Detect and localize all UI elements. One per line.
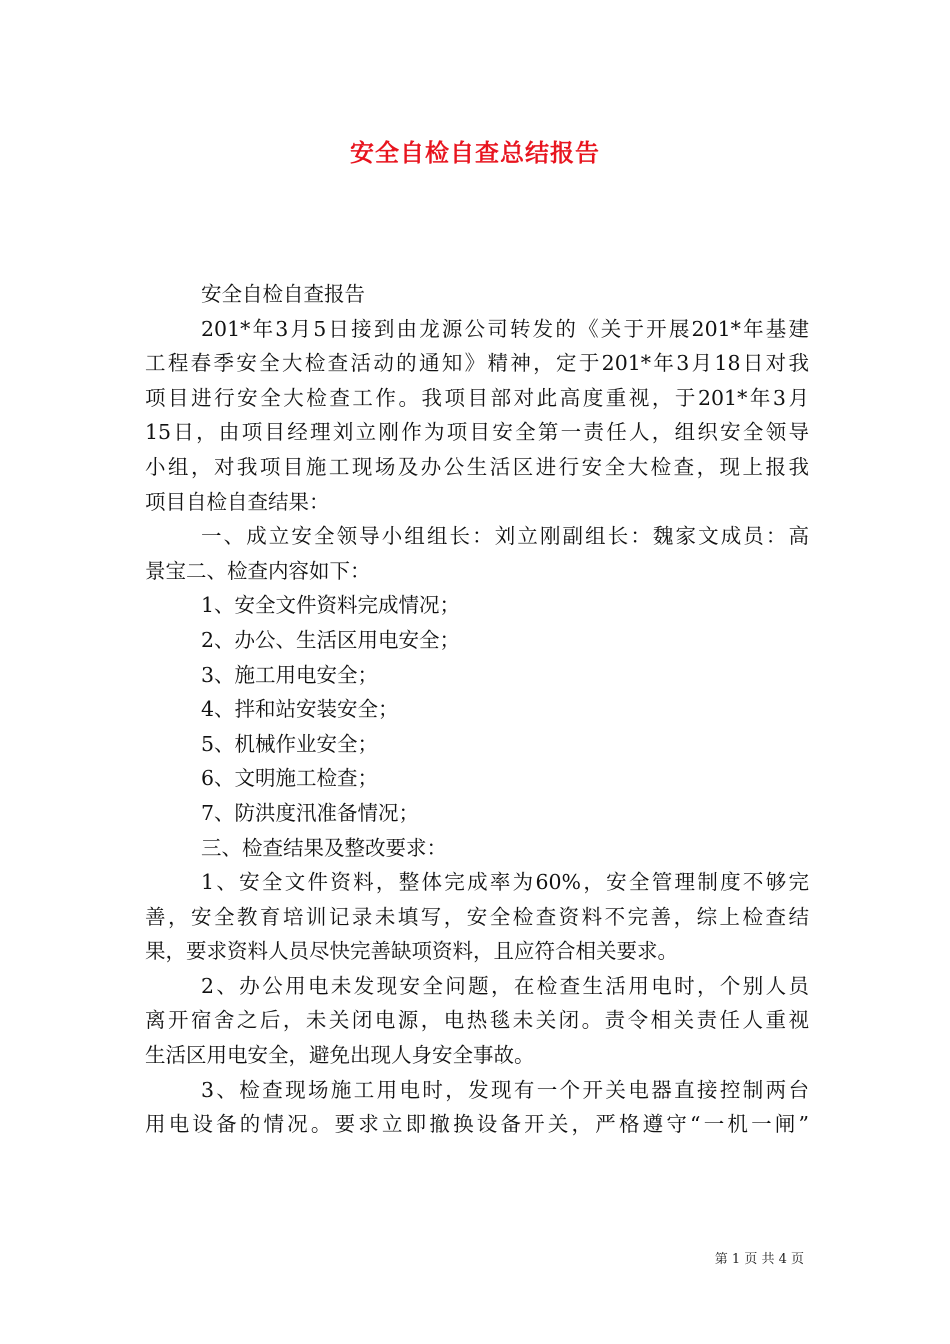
body-line: 三、检查结果及整改要求：: [201, 835, 447, 860]
body-line: 15日，由项目经理刘立刚作为项目安全第一责任人，组织安全领导: [145, 420, 809, 445]
body-line: 工程春季安全大检查活动的通知》精神，定于201*年3月18日对我: [145, 351, 809, 376]
body-line: 小组，对我项目施工现场及办公生活区进行安全大检查，现上报我: [145, 454, 809, 479]
document-body: [145, 277, 809, 1142]
body-line: 离开宿舍之后，未关闭电源，电热毯未关闭。责令相关责任人重视: [145, 1008, 809, 1033]
body-line: 201*年3月5日接到由龙源公司转发的《关于开展201*年基建: [201, 316, 809, 341]
body-line: 项目进行安全大检查工作。我项目部对此高度重视，于201*年3月: [145, 385, 809, 410]
page-number: 第 1 页 共 4 页: [714, 1252, 804, 1267]
body-line: 1、安全文件资料完成情况；: [201, 593, 461, 618]
body-line: 一、成立安全领导小组组长：刘立刚副组长：魏家文成员：高: [201, 524, 809, 549]
body-line: 安全自检自查报告: [201, 282, 365, 306]
body-line: 用电设备的情况。要求立即撤换设备开关，严格遵守“一机一闸”: [145, 1112, 809, 1137]
body-line: 3、施工用电安全；: [201, 662, 379, 687]
body-line: 3、检查现场施工用电时，发现有一个开关电器直接控制两台: [201, 1077, 809, 1102]
body-line: 5、机械作业安全；: [201, 731, 379, 756]
body-line: 7、防洪度汛准备情况；: [201, 800, 420, 825]
body-line: 生活区用电安全，避免出现人身安全事故。: [145, 1043, 535, 1068]
body-line: 1、安全文件资料，整体完成率为60%，安全管理制度不够完: [201, 870, 809, 895]
body-line: 2、办公用电未发现安全问题，在检查生活用电时，个别人员: [201, 973, 809, 998]
body-line: 景宝二、检查内容如下：: [145, 558, 371, 583]
page-title: 安全自检自查总结报告: [350, 139, 600, 167]
body-line: 4、拌和站安装安全；: [201, 697, 399, 722]
body-line: 6、文明施工检查；: [201, 766, 379, 791]
body-line: 善，安全教育培训记录未填写，安全检查资料不完善，综上检查结: [145, 904, 809, 929]
body-line: 项目自检自查结果：: [145, 489, 330, 514]
body-line: 2、办公、生活区用电安全；: [201, 627, 461, 652]
body-line: 果，要求资料人员尽快完善缺项资料，且应符合相关要求。: [145, 939, 678, 964]
